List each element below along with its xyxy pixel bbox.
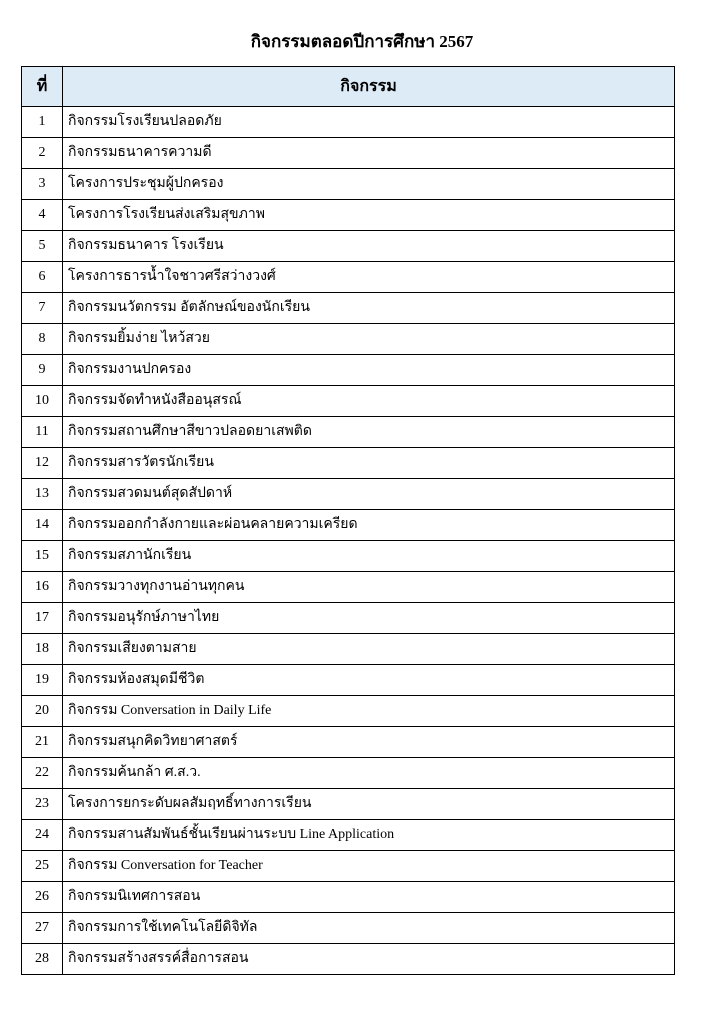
table-row [22, 789, 675, 820]
table-row [22, 696, 675, 727]
table-row [22, 200, 675, 231]
row-number: 2 [22, 138, 63, 169]
row-number: 13 [22, 479, 63, 510]
row-number: 1 [22, 107, 63, 138]
activity-name: กิจกรรมงานปกครอง [63, 355, 675, 386]
column-header-no: ที่ [22, 67, 63, 107]
activity-name: กิจกรรมค้นกล้า ศ.ส.ว. [63, 758, 675, 789]
table-row [22, 944, 675, 975]
activity-name: โครงการประชุมผู้ปกครอง [63, 169, 675, 200]
activity-name: กิจกรรมธนาคารความดี [63, 138, 675, 169]
table-row [22, 851, 675, 882]
activity-name: กิจกรรมสร้างสรรค์สื่อการสอน [63, 944, 675, 975]
table-row [22, 138, 675, 169]
table-row [22, 417, 675, 448]
table-row [22, 262, 675, 293]
activity-name: กิจกรรมการใช้เทคโนโลยีดิจิทัล [63, 913, 675, 944]
activity-name: กิจกรรมสถานศึกษาสีขาวปลอดยาเสพติด [63, 417, 675, 448]
activity-name: โครงการธารน้ำใจชาวศรีสว่างวงศ์ [63, 262, 675, 293]
activity-name: กิจกรรม Conversation in Daily Life [63, 696, 675, 727]
row-number: 11 [22, 417, 63, 448]
activity-name: กิจกรรม Conversation for Teacher [63, 851, 675, 882]
row-number: 12 [22, 448, 63, 479]
row-number: 28 [22, 944, 63, 975]
table-row [22, 355, 675, 386]
activity-name: กิจกรรมสนุกคิดวิทยาศาสตร์ [63, 727, 675, 758]
activity-name: กิจกรรมนวัตกรรม อัตลักษณ์ของนักเรียน [63, 293, 675, 324]
row-number: 14 [22, 510, 63, 541]
table-row [22, 107, 675, 138]
row-number: 26 [22, 882, 63, 913]
activity-name: กิจกรรมอนุรักษ์ภาษาไทย [63, 603, 675, 634]
row-number: 27 [22, 913, 63, 944]
activity-name: กิจกรรมวางทุกงานอ่านทุกคน [63, 572, 675, 603]
table-row [22, 665, 675, 696]
table-body [22, 107, 675, 975]
row-number: 22 [22, 758, 63, 789]
activity-name: กิจกรรมยิ้มง่าย ไหว้สวย [63, 324, 675, 355]
row-number: 5 [22, 231, 63, 262]
table-row [22, 448, 675, 479]
row-number: 19 [22, 665, 63, 696]
table-row [22, 386, 675, 417]
table-row [22, 231, 675, 262]
row-number: 8 [22, 324, 63, 355]
activity-name: กิจกรรมสารวัตรนักเรียน [63, 448, 675, 479]
table-row [22, 541, 675, 572]
row-number: 4 [22, 200, 63, 231]
row-number: 24 [22, 820, 63, 851]
document-title: กิจกรรมตลอดปีการศึกษา 2567 [250, 32, 474, 51]
table-row [22, 634, 675, 665]
activity-name: กิจกรรมสานสัมพันธ์ชั้นเรียนผ่านระบบ Line Application [63, 820, 675, 851]
activity-name: กิจกรรมสภานักเรียน [63, 541, 675, 572]
table-header-row [22, 67, 675, 107]
row-number: 25 [22, 851, 63, 882]
activity-name: กิจกรรมธนาคาร โรงเรียน [63, 231, 675, 262]
table-row [22, 882, 675, 913]
activity-name: กิจกรรมเสียงตามสาย [63, 634, 675, 665]
row-number: 17 [22, 603, 63, 634]
table-row [22, 758, 675, 789]
table-row [22, 820, 675, 851]
table-row [22, 479, 675, 510]
activity-table [21, 66, 675, 975]
row-number: 23 [22, 789, 63, 820]
table-row [22, 572, 675, 603]
row-number: 6 [22, 262, 63, 293]
table-row [22, 913, 675, 944]
activity-name: โครงการยกระดับผลสัมฤทธิ์ทางการเรียน [63, 789, 675, 820]
table-row [22, 169, 675, 200]
table-row [22, 324, 675, 355]
row-number: 21 [22, 727, 63, 758]
column-header-activity: กิจกรรม [63, 67, 675, 107]
table-row [22, 603, 675, 634]
row-number: 9 [22, 355, 63, 386]
activity-name: กิจกรรมออกกำลังกายและผ่อนคลายความเครียด [63, 510, 675, 541]
table-row [22, 510, 675, 541]
row-number: 20 [22, 696, 63, 727]
activity-name: กิจกรรมจัดทำหนังสืออนุสรณ์ [63, 386, 675, 417]
row-number: 7 [22, 293, 63, 324]
activity-name: กิจกรรมนิเทศการสอน [63, 882, 675, 913]
activity-name: กิจกรรมห้องสมุดมีชีวิต [63, 665, 675, 696]
table-row [22, 293, 675, 324]
activity-name: กิจกรรมโรงเรียนปลอดภัย [63, 107, 675, 138]
row-number: 15 [22, 541, 63, 572]
row-number: 16 [22, 572, 63, 603]
row-number: 3 [22, 169, 63, 200]
table-row [22, 727, 675, 758]
row-number: 18 [22, 634, 63, 665]
row-number: 10 [22, 386, 63, 417]
activity-name: กิจกรรมสวดมนต์สุดสัปดาห์ [63, 479, 675, 510]
activity-name: โครงการโรงเรียนส่งเสริมสุขภาพ [63, 200, 675, 231]
